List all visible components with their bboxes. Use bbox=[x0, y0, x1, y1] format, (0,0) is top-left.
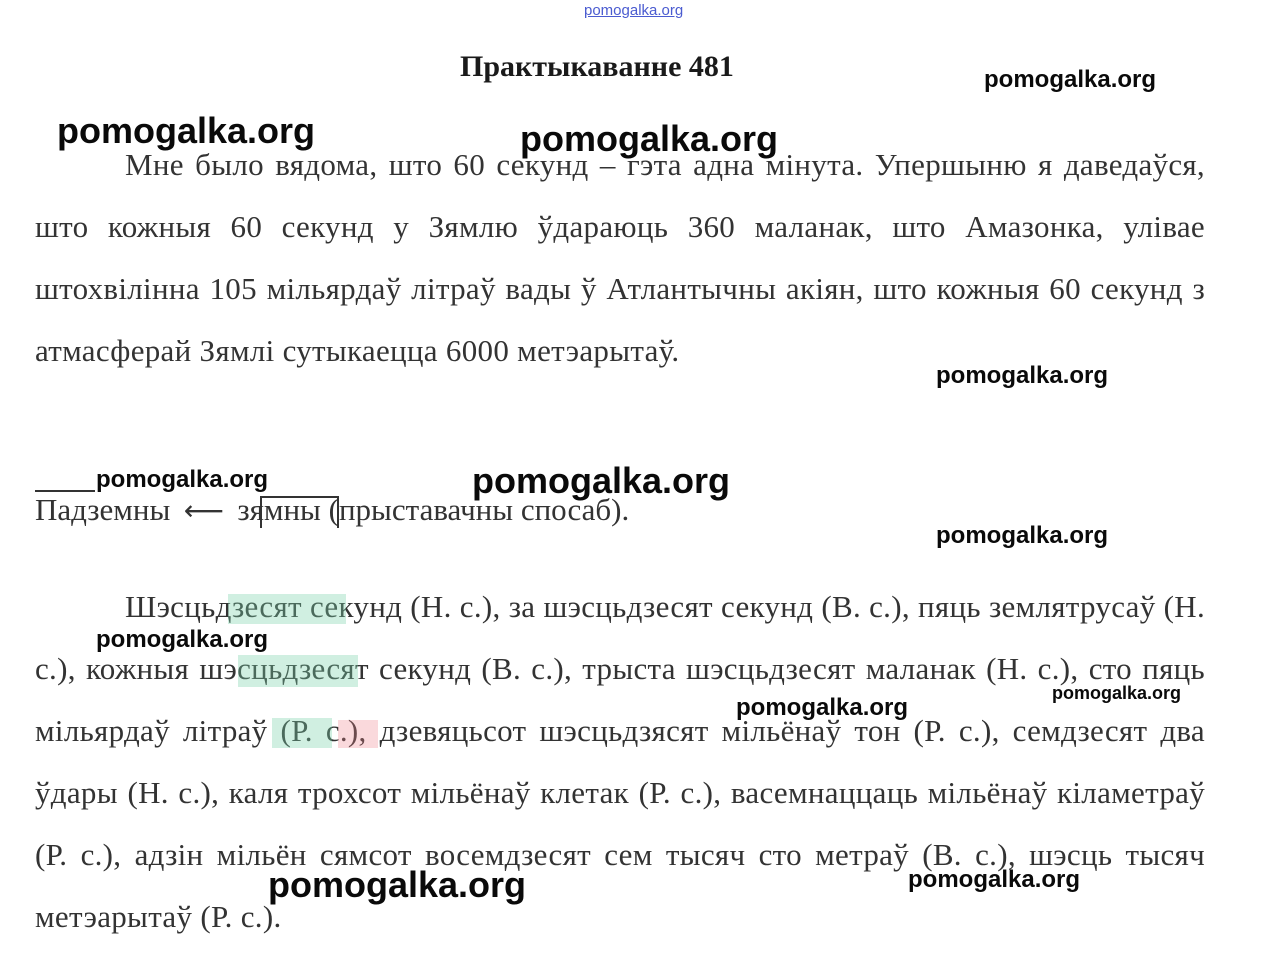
paragraph-text-1: Мне было вядома, што 60 секунд – гэта адна мінута. Упершыню я даведаўся, што кожныя 60 секунд у Зямлю ўдараюць 360 маланак, што Амазонка, улівае штохвілінна 105 мільярдаў літраў вады ў Атлантычны акіян, што кожныя 60 секунд з атмасферай Зямлі сутыкаецца 6000 метэарытаў. bbox=[35, 147, 1205, 368]
watermark: pomogalka.org bbox=[96, 466, 269, 493]
watermark: pomogalka.org bbox=[57, 110, 316, 151]
highlight-mark bbox=[238, 655, 358, 687]
watermark: pomogalka.org bbox=[984, 66, 1157, 93]
watermark: pomogalka.org bbox=[936, 522, 1109, 549]
derivation-method: (прыставачны спосаб). bbox=[320, 492, 630, 527]
base-word: зямны bbox=[237, 492, 321, 527]
watermark: pomogalka.org bbox=[736, 694, 909, 721]
exercise-title: Практыкаванне 481 bbox=[460, 50, 734, 83]
watermark: pomogalka.org bbox=[96, 626, 269, 653]
derived-word: Падземны bbox=[35, 492, 171, 527]
watermark: pomogalka.org bbox=[268, 864, 527, 905]
watermark: pomogalka.org bbox=[520, 118, 779, 159]
watermark: pomogalka.org bbox=[936, 362, 1109, 389]
arrow-left-icon: ⟵ bbox=[183, 494, 224, 527]
highlight-mark bbox=[228, 594, 346, 624]
highlight-mark bbox=[338, 720, 378, 748]
paragraph-text-2: Шэсцьдзесят секунд (Н. с.), за шэсцьдзесят секунд (В. с.), пяць землятрусаў (Н. с.), кожныя шэсцьдзесят секунд (В. с.), трыста шэсцьдзесят маланак (Н. с.), сто пяць мільярдаў літраў (Р. с.), дзевяцьсот шэсцьдзясят мільёнаў тон (Р. с.), семдзесят два ўдары (Н. с.), каля трохсот мільёнаў клетак (Р. с.), васемнаццаць мільёнаў кіламетраў (Р. с.), адзін мільён сямсот восемдзесят сем тысяч сто метраў (В. с.), шэсць тысяч метэарытаў (Р. с.). bbox=[35, 589, 1205, 934]
watermark: pomogalka.org bbox=[472, 460, 731, 501]
watermark: pomogalka.org bbox=[908, 866, 1081, 893]
highlight-mark bbox=[272, 718, 332, 748]
watermark-link[interactable]: pomogalka.org bbox=[584, 2, 684, 19]
watermark: pomogalka.org bbox=[1052, 683, 1182, 703]
